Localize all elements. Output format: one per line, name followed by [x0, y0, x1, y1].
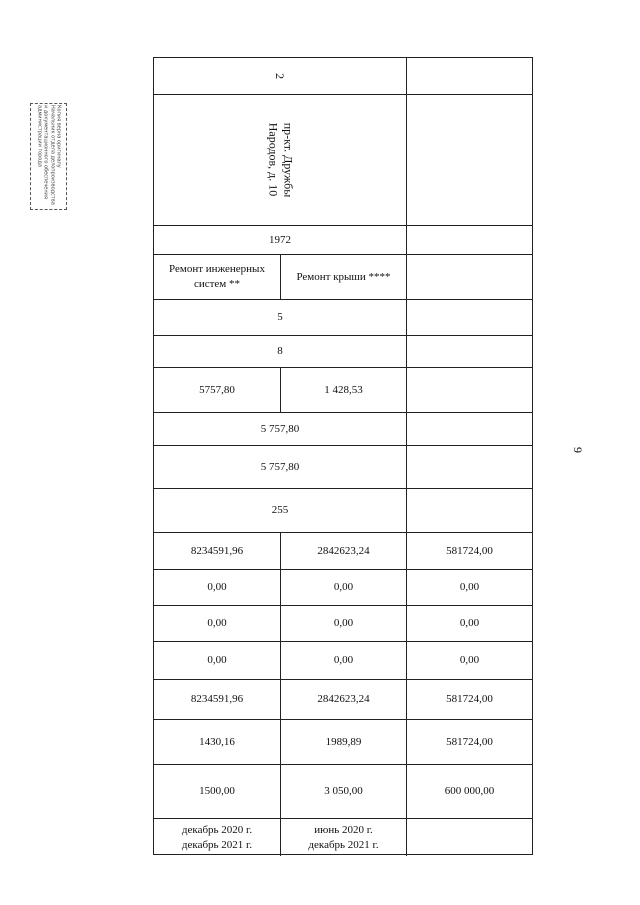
floors-cell: 5 [154, 300, 407, 335]
empty-cell [407, 489, 532, 532]
address-cell [154, 95, 407, 225]
table-row [154, 489, 532, 533]
table-row [154, 336, 532, 368]
period-cell [281, 819, 407, 856]
empty-cell [407, 819, 532, 856]
stamp-text [36, 105, 61, 209]
stamp-line: и документационного обеспечения [42, 104, 49, 199]
table-row [154, 368, 532, 413]
fund-cell: 0,00 [281, 642, 407, 679]
table-row [154, 680, 532, 720]
work-type-roof: Ремонт крыши **** [281, 255, 407, 299]
cost-cell: 581724,00 [446, 544, 493, 557]
empty-cell [407, 446, 532, 488]
address-line: пр-кт. Дружбы [280, 122, 295, 198]
address-line: Народов, д. 10 [265, 122, 280, 197]
stamp-line: Копия верна оригиналу [55, 104, 61, 168]
empty-cell [407, 336, 532, 367]
table-row [154, 413, 532, 446]
address [265, 123, 295, 198]
table-row [154, 255, 532, 300]
certification-stamp [30, 103, 67, 210]
table-row [154, 300, 532, 336]
repair-program-table [153, 57, 533, 855]
table-row [154, 446, 532, 489]
fund-cell: 0,00 [459, 654, 480, 667]
column-number-cell [154, 58, 407, 94]
limit-cost-cell: 3 050,00 [281, 765, 407, 818]
unit-cost-cell: 1430,16 [154, 720, 281, 764]
residents-cell: 255 [154, 489, 407, 532]
empty-cell [407, 255, 532, 299]
fund-cell: 0,00 [281, 606, 407, 641]
owners-fund-cell: 581724,00 [446, 693, 493, 706]
owners-fund-cell: 8234591,96 [154, 680, 281, 719]
table-row [154, 533, 532, 570]
empty-cell [407, 95, 532, 225]
fund-cell: 0,00 [154, 642, 281, 679]
table-row [154, 95, 532, 226]
stamp-line: Начальник отдела делопроизводства [48, 104, 55, 205]
table-row [154, 58, 532, 95]
fund-cell: 0,00 [281, 570, 407, 605]
period-line: декабрь 2021 г. [308, 838, 379, 851]
table-row [154, 765, 532, 819]
work-type-engineering: Ремонт инженерных систем ** [154, 255, 281, 299]
table-row [154, 606, 532, 642]
table-row [154, 226, 532, 255]
empty-cell [407, 413, 532, 445]
fund-cell: 0,00 [459, 581, 480, 594]
period-cell [154, 819, 281, 856]
empty-cell [407, 300, 532, 335]
empty-cell [407, 368, 532, 412]
entrances-cell: 8 [154, 336, 407, 367]
limit-cost-cell: 600 000,00 [444, 785, 495, 798]
cost-cell: 8234591,96 [154, 533, 281, 569]
page-number: 9 [571, 447, 586, 453]
period-line: декабрь 2021 г. [181, 838, 253, 851]
fund-cell: 0,00 [459, 617, 480, 630]
living-area-cell: 5 757,80 [154, 446, 407, 488]
area-cell: 5757,80 [154, 368, 281, 412]
fund-cell: 0,00 [154, 570, 281, 605]
fund-cell: 0,00 [154, 606, 281, 641]
stamp-line: администрации города [36, 104, 43, 167]
empty-cell [407, 58, 532, 94]
period-line: июнь 2020 г. [314, 823, 373, 836]
area-cell: 1 428,53 [281, 368, 407, 412]
unit-cost-cell: 581724,00 [446, 735, 493, 748]
period-line: декабрь 2020 г. [181, 823, 253, 836]
year-cell: 1972 [154, 226, 407, 254]
cost-cell: 2842623,24 [281, 533, 407, 569]
table-row [154, 819, 532, 856]
empty-cell [407, 226, 532, 254]
table-row [154, 570, 532, 606]
table-row [154, 720, 532, 765]
owners-fund-cell: 2842623,24 [281, 680, 407, 719]
unit-cost-cell: 1989,89 [281, 720, 407, 764]
table-row [154, 642, 532, 680]
limit-cost-cell: 1500,00 [154, 765, 281, 818]
total-area-cell: 5 757,80 [154, 413, 407, 445]
column-number: 2 [273, 73, 288, 79]
